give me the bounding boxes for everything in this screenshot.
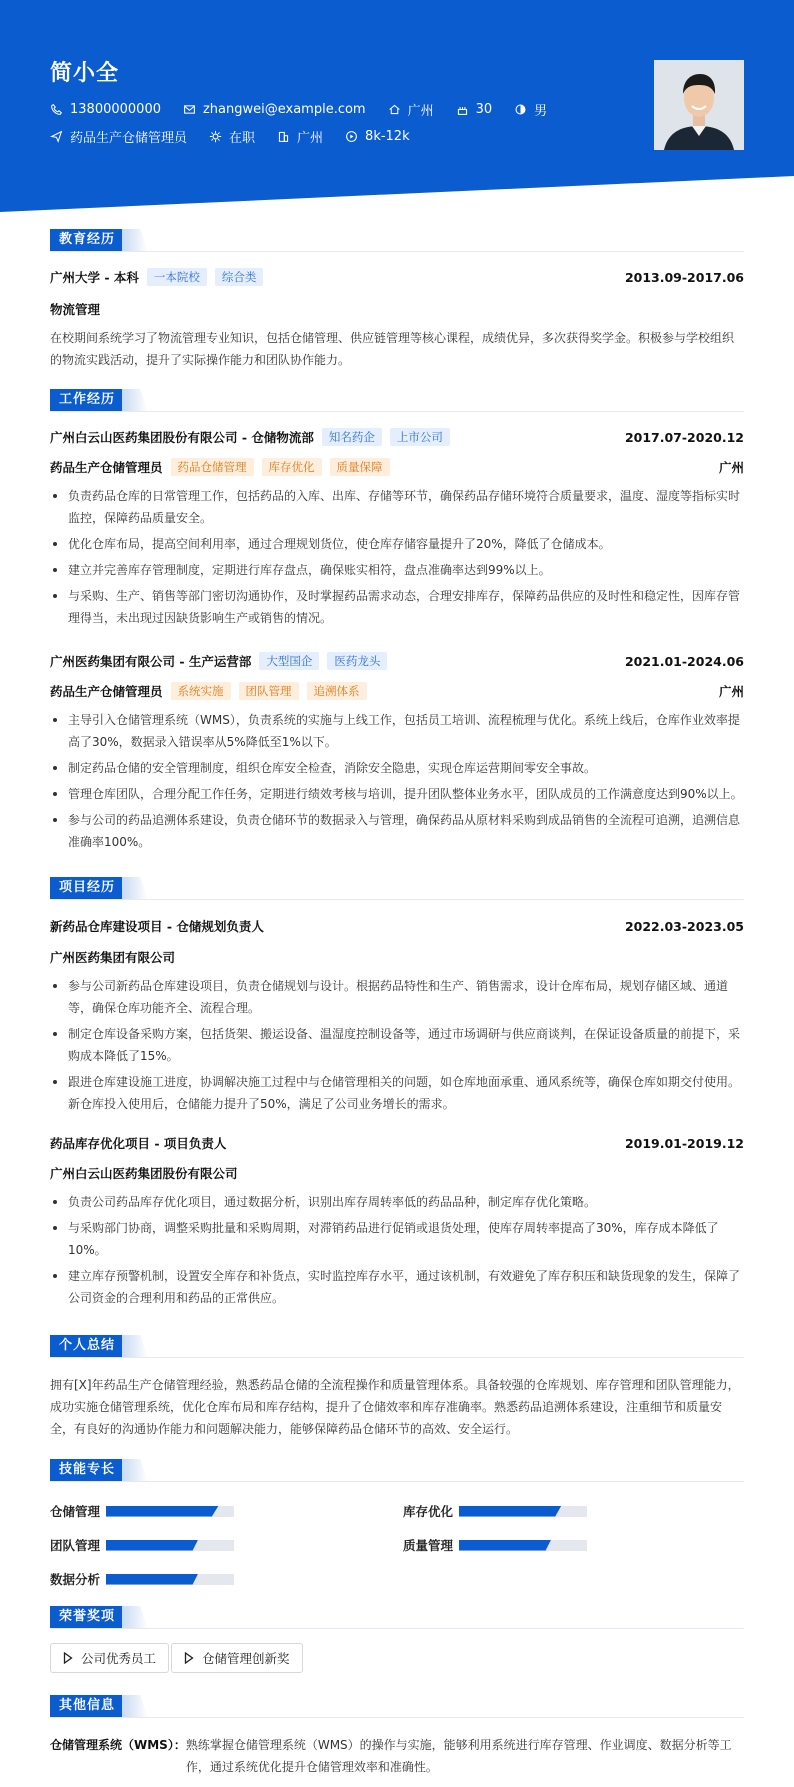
email-text: zhangwei@example.com (202, 102, 366, 117)
list-item: 管理仓库团队，合理分配工作任务，定期进行绩效考核与培训，提升团队整体业务水平，团队成员的工作满意度达到90%以上。 (50, 783, 744, 805)
project-date: 2022.03-2023.05 (624, 918, 744, 934)
section-title-decoration (122, 1459, 148, 1481)
work-city: 广州 (718, 460, 744, 475)
list-item: 制定仓库设备采购方案，包括货架、搬运设备、温湿度控制设备等，通过市场调研与供应商谈判，在保证设备质量的前提下，采购成本降低了15%。 (50, 1023, 744, 1067)
portrait-image (654, 60, 744, 150)
project-1-header (50, 917, 744, 935)
play-icon (184, 1652, 194, 1664)
section-education (50, 229, 744, 251)
project-title: 新药品仓库建设项目 - 仓储规划负责人 (50, 919, 264, 934)
building-icon (277, 130, 290, 143)
list-item: 负责公司药品库存优化项目，通过数据分析，识别出库存周转率低的药品品种，制定库存优化策略。 (50, 1191, 744, 1213)
section-title-other: 其他信息 (50, 1695, 124, 1717)
work-1-position-row (50, 458, 744, 476)
work-2-header (50, 652, 744, 670)
company-tag: 大型国企 (259, 652, 319, 670)
work-1-header (50, 428, 744, 446)
list-item: 负责药品仓库的日常管理工作，包括药品的入库、出库、存储等环节，确保药品存储环境符合质量要求，温度、湿度等指标实时监控，保障药品质量安全。 (50, 485, 744, 529)
skill-tag: 团队管理 (239, 682, 299, 700)
award-name: 公司优秀员工 (81, 1651, 157, 1666)
section-title-work: 工作经历 (50, 389, 124, 411)
send-icon (50, 130, 63, 143)
skill-tag: 质量保障 (330, 458, 390, 476)
skill-tag: 库存优化 (262, 458, 322, 476)
skill-item (403, 1502, 587, 1520)
skill-bar (106, 1506, 234, 1517)
section-title-decoration (122, 1606, 148, 1628)
section-title-awards: 荣誉奖项 (50, 1606, 124, 1628)
section-project (50, 877, 744, 899)
phone-icon (50, 103, 63, 116)
project-company: 广州白云山医药集团股份有限公司 (50, 1166, 238, 1181)
section-divider (50, 1628, 744, 1629)
job-intent-row (50, 127, 432, 146)
work-date: 2021.01-2024.06 (624, 653, 744, 669)
skill-bar (106, 1574, 234, 1585)
work-position: 药品生产仓储管理员 (50, 460, 163, 475)
project-2-bullets (50, 1191, 744, 1313)
list-item: 主导引入仓储管理系统（WMS），负责系统的实施与上线工作，包括员工培训、流程梳理与优化。系统上线后，仓库作业效率提高了30%，数据录入错误率从5%降低至1%以下。 (50, 709, 744, 753)
work-company: 广州医药集团有限公司 - 生产运营部 (50, 654, 252, 669)
skill-item (50, 1536, 234, 1554)
gender-icon (514, 103, 527, 116)
education-date: 2013.09-2017.06 (624, 269, 744, 285)
skill-name: 团队管理 (50, 1538, 101, 1553)
skill-name: 库存优化 (403, 1504, 454, 1519)
phone-item (50, 102, 161, 117)
list-item: 制定药品仓储的安全管理制度，组织仓库安全检查，消除安全隐患，实现仓库运营期间零安全事故。 (50, 757, 744, 779)
other-info-item (50, 1734, 744, 1778)
company-tag: 上市公司 (390, 428, 450, 446)
skill-item (50, 1570, 234, 1588)
status-item (209, 127, 255, 146)
list-item: 建立并完善库存管理制度，定期进行库存盘点，确保账实相符，盘点准确率达到99%以上。 (50, 559, 744, 581)
status-icon (209, 130, 222, 143)
section-skills (50, 1459, 744, 1481)
section-awards (50, 1606, 744, 1628)
section-divider (50, 1357, 744, 1358)
skill-name: 数据分析 (50, 1572, 101, 1587)
award-name: 仓储管理创新奖 (202, 1651, 290, 1666)
skill-bar-fill (106, 1506, 219, 1517)
school-degree: 广州大学 - 本科 (50, 270, 139, 285)
education-tag: 综合类 (215, 268, 264, 286)
salary-item (345, 129, 410, 144)
work-2-position-row (50, 682, 744, 700)
skill-tag: 系统实施 (171, 682, 231, 700)
section-title-education: 教育经历 (50, 229, 124, 251)
list-item: 建立库存预警机制，设置安全库存和补货点，实时监控库存水平，通过该机制，有效避免了库存积压和缺货现象的发生，保障了公司资金的合理利用和药品的正常供应。 (50, 1265, 744, 1309)
work-2-bullets (50, 709, 744, 857)
education-major-row (50, 300, 744, 318)
skill-bar-fill (459, 1506, 561, 1517)
award-badge (50, 1643, 169, 1673)
skill-name: 仓储管理 (50, 1504, 101, 1519)
section-divider (50, 899, 744, 900)
list-item: 跟进仓库建设施工进度，协调解决施工过程中与仓储管理相关的问题，如仓库地面承重、通风系统等，确保仓库如期交付使用。新仓库投入使用后，仓储能力提升了50%，满足了公司业务增长的需求。 (50, 1071, 744, 1115)
section-title-summary: 个人总结 (50, 1335, 124, 1357)
section-title-decoration (122, 1335, 148, 1357)
section-divider (50, 1717, 744, 1718)
section-title-project: 项目经历 (50, 877, 124, 899)
gender-item (514, 100, 547, 119)
status-text: 在职 (229, 131, 256, 146)
other-info-value: 熟练掌握仓储管理系统（WMS）的操作与实施，能够利用系统进行库存管理、作业调度、数据分析等工作，通过系统优化提升仓储管理效率和准确性。 (185, 1738, 732, 1774)
expected-city-text: 广州 (297, 131, 324, 146)
work-date: 2017.07-2020.12 (624, 429, 744, 445)
section-divider (50, 411, 744, 412)
list-item: 与采购、生产、销售等部门密切沟通协作，及时掌握药品需求动态，合理安排库存，保障药品供应的及时性和稳定性，因库存管理得当，未出现过因缺货影响生产或销售的情况。 (50, 585, 744, 629)
project-2-company-row (50, 1164, 744, 1182)
age-text: 30 (475, 102, 493, 117)
skill-bar-fill (106, 1540, 198, 1551)
list-item: 与采购部门协商，调整采购批量和采购周期，对滞销药品进行促销或退货处理，使库存周转率提高了30%，库存成本降低了10%。 (50, 1217, 744, 1261)
list-item: 优化仓库布局，提高空间利用率，通过合理规划货位，使仓库存储容量提升了20%，降低了仓储成本。 (50, 533, 744, 555)
contact-row (50, 100, 569, 119)
play-icon (63, 1652, 73, 1664)
section-other (50, 1695, 744, 1717)
home-icon (388, 103, 401, 116)
skill-bar-fill (106, 1574, 198, 1585)
skill-bar (459, 1540, 587, 1551)
skill-name: 质量管理 (403, 1538, 454, 1553)
candidate-name: 简小全 (50, 61, 120, 86)
summary-text: 拥有[X]年药品生产仓储管理经验，熟悉药品仓储的全流程操作和质量管理体系。具备较强的仓库规划、库存管理和团队管理能力，成功实施仓储管理系统，优化仓库布局和库存结构，提升了仓储效率和库存准确率。熟悉药品追溯体系建设，注重细节和质量安全，有良好的沟通协作能力和问题解决能力，能够保障药品仓储环节的高效、安全运行。 (50, 1378, 740, 1436)
skill-item (403, 1536, 587, 1554)
section-divider (50, 251, 744, 252)
gender-text: 男 (534, 104, 548, 119)
city-text: 广州 (407, 104, 434, 119)
section-title-decoration (122, 1695, 148, 1717)
work-city: 广州 (718, 684, 744, 699)
project-2-header (50, 1134, 744, 1152)
skill-item (50, 1502, 234, 1520)
job-target-text: 药品生产仓储管理员 (70, 131, 188, 146)
age-item (456, 102, 493, 117)
expected-city-item (277, 127, 323, 146)
education-description: 在校期间系统学习了物流管理专业知识，包括仓储管理、供应链管理等核心课程，成绩优异，多次获得奖学金。积极参与学校组织的物流实践活动，提升了实际操作能力和团队协作能力。 (50, 331, 735, 367)
resume-header (0, 0, 794, 212)
award-badge (171, 1643, 303, 1673)
section-title-decoration (122, 229, 148, 251)
job-target-item (50, 127, 187, 146)
section-divider (50, 1481, 744, 1482)
list-item: 参与公司新药品仓库建设项目，负责仓储规划与设计。根据药品特性和生产、销售需求，设计仓库布局，规划存储区域、通道等，确保仓库功能齐全、流程合理。 (50, 975, 744, 1019)
other-info-key: 仓储管理系统（WMS）： (50, 1738, 186, 1752)
email-item (183, 102, 366, 117)
work-company: 广州白云山医药集团股份有限公司 - 仓储物流部 (50, 430, 314, 445)
salary-icon (345, 130, 358, 143)
company-tag: 知名药企 (322, 428, 382, 446)
mail-icon (183, 103, 196, 116)
section-summary (50, 1335, 744, 1357)
project-1-bullets (50, 975, 744, 1119)
city-item (388, 100, 434, 119)
section-title-skills: 技能专长 (50, 1459, 124, 1481)
section-title-decoration (122, 389, 148, 411)
project-title: 药品库存优化项目 - 项目负责人 (50, 1136, 227, 1151)
project-date: 2019.01-2019.12 (624, 1135, 744, 1151)
education-header (50, 268, 744, 286)
cake-icon (456, 103, 469, 116)
list-item: 参与公司的药品追溯体系建设，负责仓储环节的数据录入与管理，确保药品从原材料采购到成品销售的全流程可追溯，追溯信息准确率100%。 (50, 809, 744, 853)
salary-text: 8k-12k (365, 129, 410, 144)
skill-bar-fill (459, 1540, 551, 1551)
work-1-bullets (50, 485, 744, 633)
section-work (50, 389, 744, 411)
education-tag: 一本院校 (147, 268, 207, 286)
skill-bar (459, 1506, 587, 1517)
company-tag: 医药龙头 (327, 652, 387, 670)
skill-tag: 药品仓储管理 (171, 458, 254, 476)
work-position: 药品生产仓储管理员 (50, 684, 163, 699)
phone-text: 13800000000 (70, 102, 161, 117)
project-company: 广州医药集团有限公司 (50, 950, 176, 965)
section-title-decoration (122, 877, 148, 899)
avatar (654, 60, 744, 150)
education-major: 物流管理 (50, 302, 101, 317)
skill-bar (106, 1540, 234, 1551)
skill-tag: 追溯体系 (307, 682, 367, 700)
project-1-company-row (50, 948, 744, 966)
